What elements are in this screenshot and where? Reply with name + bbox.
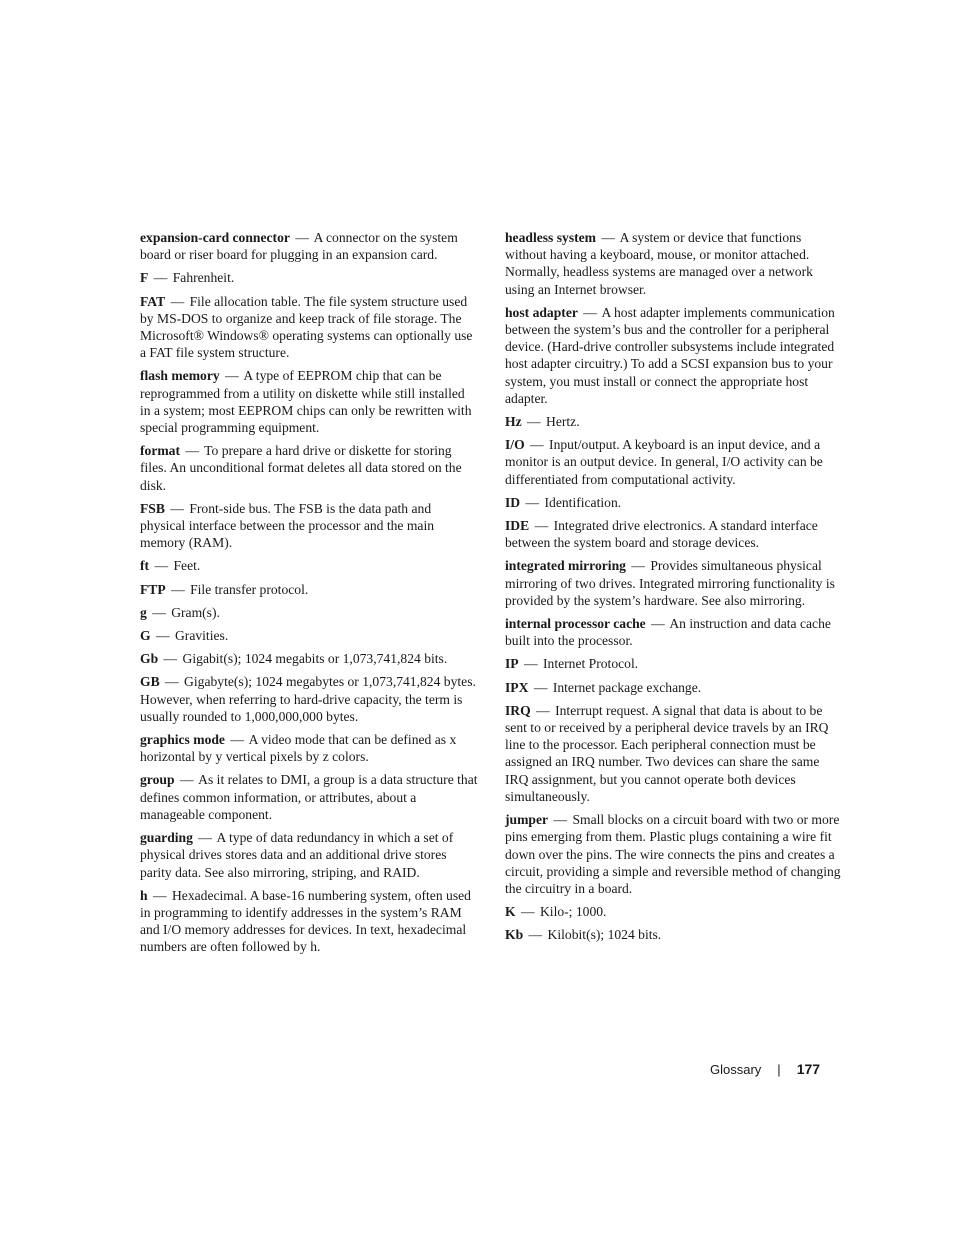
term-separator: —: [601, 230, 616, 245]
glossary-term: h: [140, 887, 148, 903]
glossary-definition: Internet package exchange.: [552, 679, 702, 695]
term-separator: —: [179, 772, 194, 788]
glossary-entry: [140, 673, 478, 725]
term-separator: —: [530, 437, 544, 453]
term-separator: —: [651, 616, 665, 632]
glossary-definition: As it relates to DMI, a group is a data structure that defines common information, or attributes, about a manageable component.: [140, 772, 478, 822]
term-separator: —: [520, 904, 535, 920]
term-separator: —: [536, 702, 550, 718]
glossary-definition: Provides simultaneous physical mirroring of two drives. Integrated mirroring functionality is provided by the system’s hardware. See also mirroring.: [505, 558, 835, 608]
glossary-definition: Kilobit(s); 1024 bits.: [547, 927, 662, 943]
glossary-definition: Hertz.: [546, 414, 580, 430]
term-separator: —: [527, 414, 541, 430]
glossary-definition: Small blocks on a circuit board with two or more pins emerging from them. Plastic plugs containing a wire fit down over the pins. The wire connects the pins and creates a circuit, providing a simple and reversible method of changing the circuitry in a board.: [505, 812, 841, 896]
term-separator: —: [230, 732, 244, 748]
glossary-definition: A connector on the system board or riser board for plugging in an expansion card.: [140, 230, 458, 263]
term-separator: —: [525, 494, 540, 510]
glossary-definition: Identification.: [544, 494, 622, 510]
footer-section-title: Glossary: [710, 1062, 762, 1077]
glossary-entry: [140, 229, 478, 263]
term-separator: —: [198, 830, 212, 846]
glossary-entry: [505, 926, 845, 943]
glossary-column-left: [140, 229, 478, 962]
glossary-term: ft: [140, 558, 150, 574]
glossary-term: g: [140, 604, 147, 620]
term-separator: —: [534, 518, 549, 534]
glossary-definition: Gigabyte(s); 1024 megabytes or 1,073,741,824 bytes. However, when referring to hard-drive capacity, the term is usually rounded to 1,000,000,000 bytes.: [140, 674, 476, 724]
glossary-term: IPX: [505, 679, 529, 695]
glossary-entry: [505, 494, 845, 511]
glossary-entry: [140, 604, 478, 621]
glossary-entry: [505, 436, 845, 488]
glossary-entry: [140, 293, 478, 362]
term-separator: —: [524, 656, 538, 672]
glossary-term: expansion-card connector: [140, 230, 290, 245]
glossary-definition: Front-side bus. The FSB is the data path and physical interface between the processor and the main memory (RAM).: [140, 500, 435, 551]
glossary-term: group: [140, 772, 175, 788]
glossary-entry: [140, 627, 478, 644]
glossary-entry: [140, 581, 478, 598]
term-separator: —: [225, 368, 239, 384]
glossary-term: Hz: [505, 414, 522, 430]
glossary-term: Kb: [505, 927, 524, 943]
glossary-term: flash memory: [140, 368, 220, 384]
glossary-term: FSB: [140, 500, 165, 516]
glossary-definition: A type of data redundancy in which a set of physical drives stores data and an additional drive stores parity data. See also mirroring, striping, and RAID.: [140, 830, 454, 880]
glossary-entry: [140, 887, 478, 956]
glossary-term: headless system: [505, 230, 597, 245]
glossary-definition: File transfer protocol.: [190, 581, 309, 597]
glossary-entry: [505, 655, 845, 672]
glossary-definition: Input/output. A keyboard is an input device, and a monitor is an output device. In general, I/O activity can be differentiated from computational activity.: [505, 437, 823, 487]
glossary-definition: Gigabit(s); 1024 megabits or 1,073,741,824 bits.: [182, 651, 448, 667]
glossary-entry: [505, 229, 845, 298]
glossary-definition: Feet.: [173, 558, 201, 574]
glossary-entry: [505, 517, 845, 551]
glossary-term: graphics mode: [140, 732, 225, 748]
term-separator: —: [154, 558, 169, 574]
glossary-term: format: [140, 443, 181, 459]
glossary-definition: Fahrenheit.: [172, 270, 235, 286]
glossary-term: internal processor cache: [505, 616, 646, 632]
term-separator: —: [631, 558, 645, 574]
term-separator: —: [295, 230, 309, 245]
glossary-term: IDE: [505, 518, 530, 534]
glossary-definition: To prepare a hard drive or diskette for storing files. An unconditional format deletes all data stored on the disk.: [140, 443, 462, 493]
page-footer: [710, 1061, 820, 1077]
glossary-term: Gb: [140, 651, 159, 667]
term-separator: —: [533, 679, 548, 695]
glossary-term: K: [505, 904, 516, 920]
glossary-entry: [140, 367, 478, 436]
glossary-definition: Kilo-; 1000.: [539, 904, 607, 920]
glossary-term: ID: [505, 494, 521, 510]
glossary-entry: [505, 679, 845, 696]
term-separator: —: [165, 674, 179, 690]
glossary-term: F: [140, 270, 149, 286]
glossary-term: jumper: [505, 812, 549, 828]
glossary-entry: [505, 413, 845, 430]
glossary-entry: [505, 615, 845, 649]
glossary-definition: Internet Protocol.: [543, 656, 639, 672]
glossary-term: host adapter: [505, 304, 578, 320]
glossary-entry: [505, 702, 845, 805]
glossary-definition: An instruction and data cache built into the processor.: [505, 616, 831, 649]
glossary-term: FAT: [140, 293, 166, 309]
glossary-entry: [140, 500, 478, 552]
footer-divider: |: [777, 1062, 781, 1077]
page-number: 177: [796, 1061, 821, 1077]
term-separator: —: [153, 270, 168, 286]
glossary-entry: [140, 269, 478, 286]
glossary-definition: Interrupt request. A signal that data is about to be sent to or received by a peripheral device travels by an IRQ line to the processor. Each peripheral connection must be assigned an IRQ number. Two devices can share the same IRQ assignment, but you cannot operate both devices simultaneously.: [505, 702, 829, 804]
term-separator: —: [170, 500, 184, 516]
glossary-definition: A type of EEPROM chip that can be reprogrammed from a utility on diskette while still installed in a system; most EEPROM chips can only be rewritten with special programming equipment.: [140, 368, 472, 436]
glossary-entry: [140, 650, 478, 667]
glossary-entry: [505, 811, 845, 897]
glossary-term: IP: [505, 656, 519, 672]
glossary-term: IRQ: [505, 702, 531, 718]
glossary-definition: File allocation table. The file system structure used by MS-DOS to organize and keep track of file storage. The Microsoft® Windows® operating systems can optionally use a FAT file system structure.: [140, 293, 473, 361]
glossary-column-right: [505, 229, 845, 950]
glossary-definition: A system or device that functions without having a keyboard, mouse, or monitor attached. Normally, headless systems are managed over a network using an Internet browser.: [505, 230, 813, 297]
glossary-definition: Hexadecimal. A base-16 numbering system, often used in programming to identify addresses in the system’s RAM and I/O memory addresses for devices. In text, hexadecimal numbers are often followed by h.: [140, 887, 471, 955]
glossary-entry: [505, 903, 845, 920]
glossary-entry: [140, 557, 478, 574]
term-separator: —: [155, 628, 170, 644]
term-separator: —: [185, 443, 200, 459]
term-separator: —: [152, 604, 166, 620]
glossary-term: integrated mirroring: [505, 558, 626, 574]
glossary-term: G: [140, 628, 151, 644]
glossary-entry: [140, 771, 478, 823]
glossary-entry: [505, 557, 845, 609]
term-separator: —: [171, 581, 185, 597]
term-separator: —: [163, 651, 178, 667]
term-separator: —: [528, 927, 543, 943]
glossary-term: GB: [140, 674, 160, 690]
glossary-definition: Integrated drive electronics. A standard interface between the system board and storage devices.: [505, 518, 818, 551]
glossary-definition: Gravities.: [174, 628, 229, 644]
glossary-entry: [140, 442, 478, 494]
glossary-definition: A video mode that can be defined as x horizontal by y vertical pixels by z colors.: [140, 732, 457, 765]
term-separator: —: [152, 887, 167, 903]
term-separator: —: [170, 293, 185, 309]
term-separator: —: [583, 304, 597, 320]
term-separator: —: [553, 812, 568, 828]
glossary-entry: [140, 731, 478, 765]
glossary-term: guarding: [140, 830, 193, 846]
glossary-entry: [140, 829, 478, 881]
glossary-definition: A host adapter implements communication between the system’s bus and the controller for a peripheral device. (Hard-drive controller subsystems include integrated host adapter circuitry.) To add a SCSI expansion bus to your system, you must install or connect the appropriate host adapter.: [505, 304, 835, 406]
glossary-term: FTP: [140, 581, 166, 597]
glossary-definition: Gram(s).: [171, 604, 220, 620]
glossary-entry: [505, 304, 845, 407]
glossary-term: I/O: [505, 437, 525, 453]
